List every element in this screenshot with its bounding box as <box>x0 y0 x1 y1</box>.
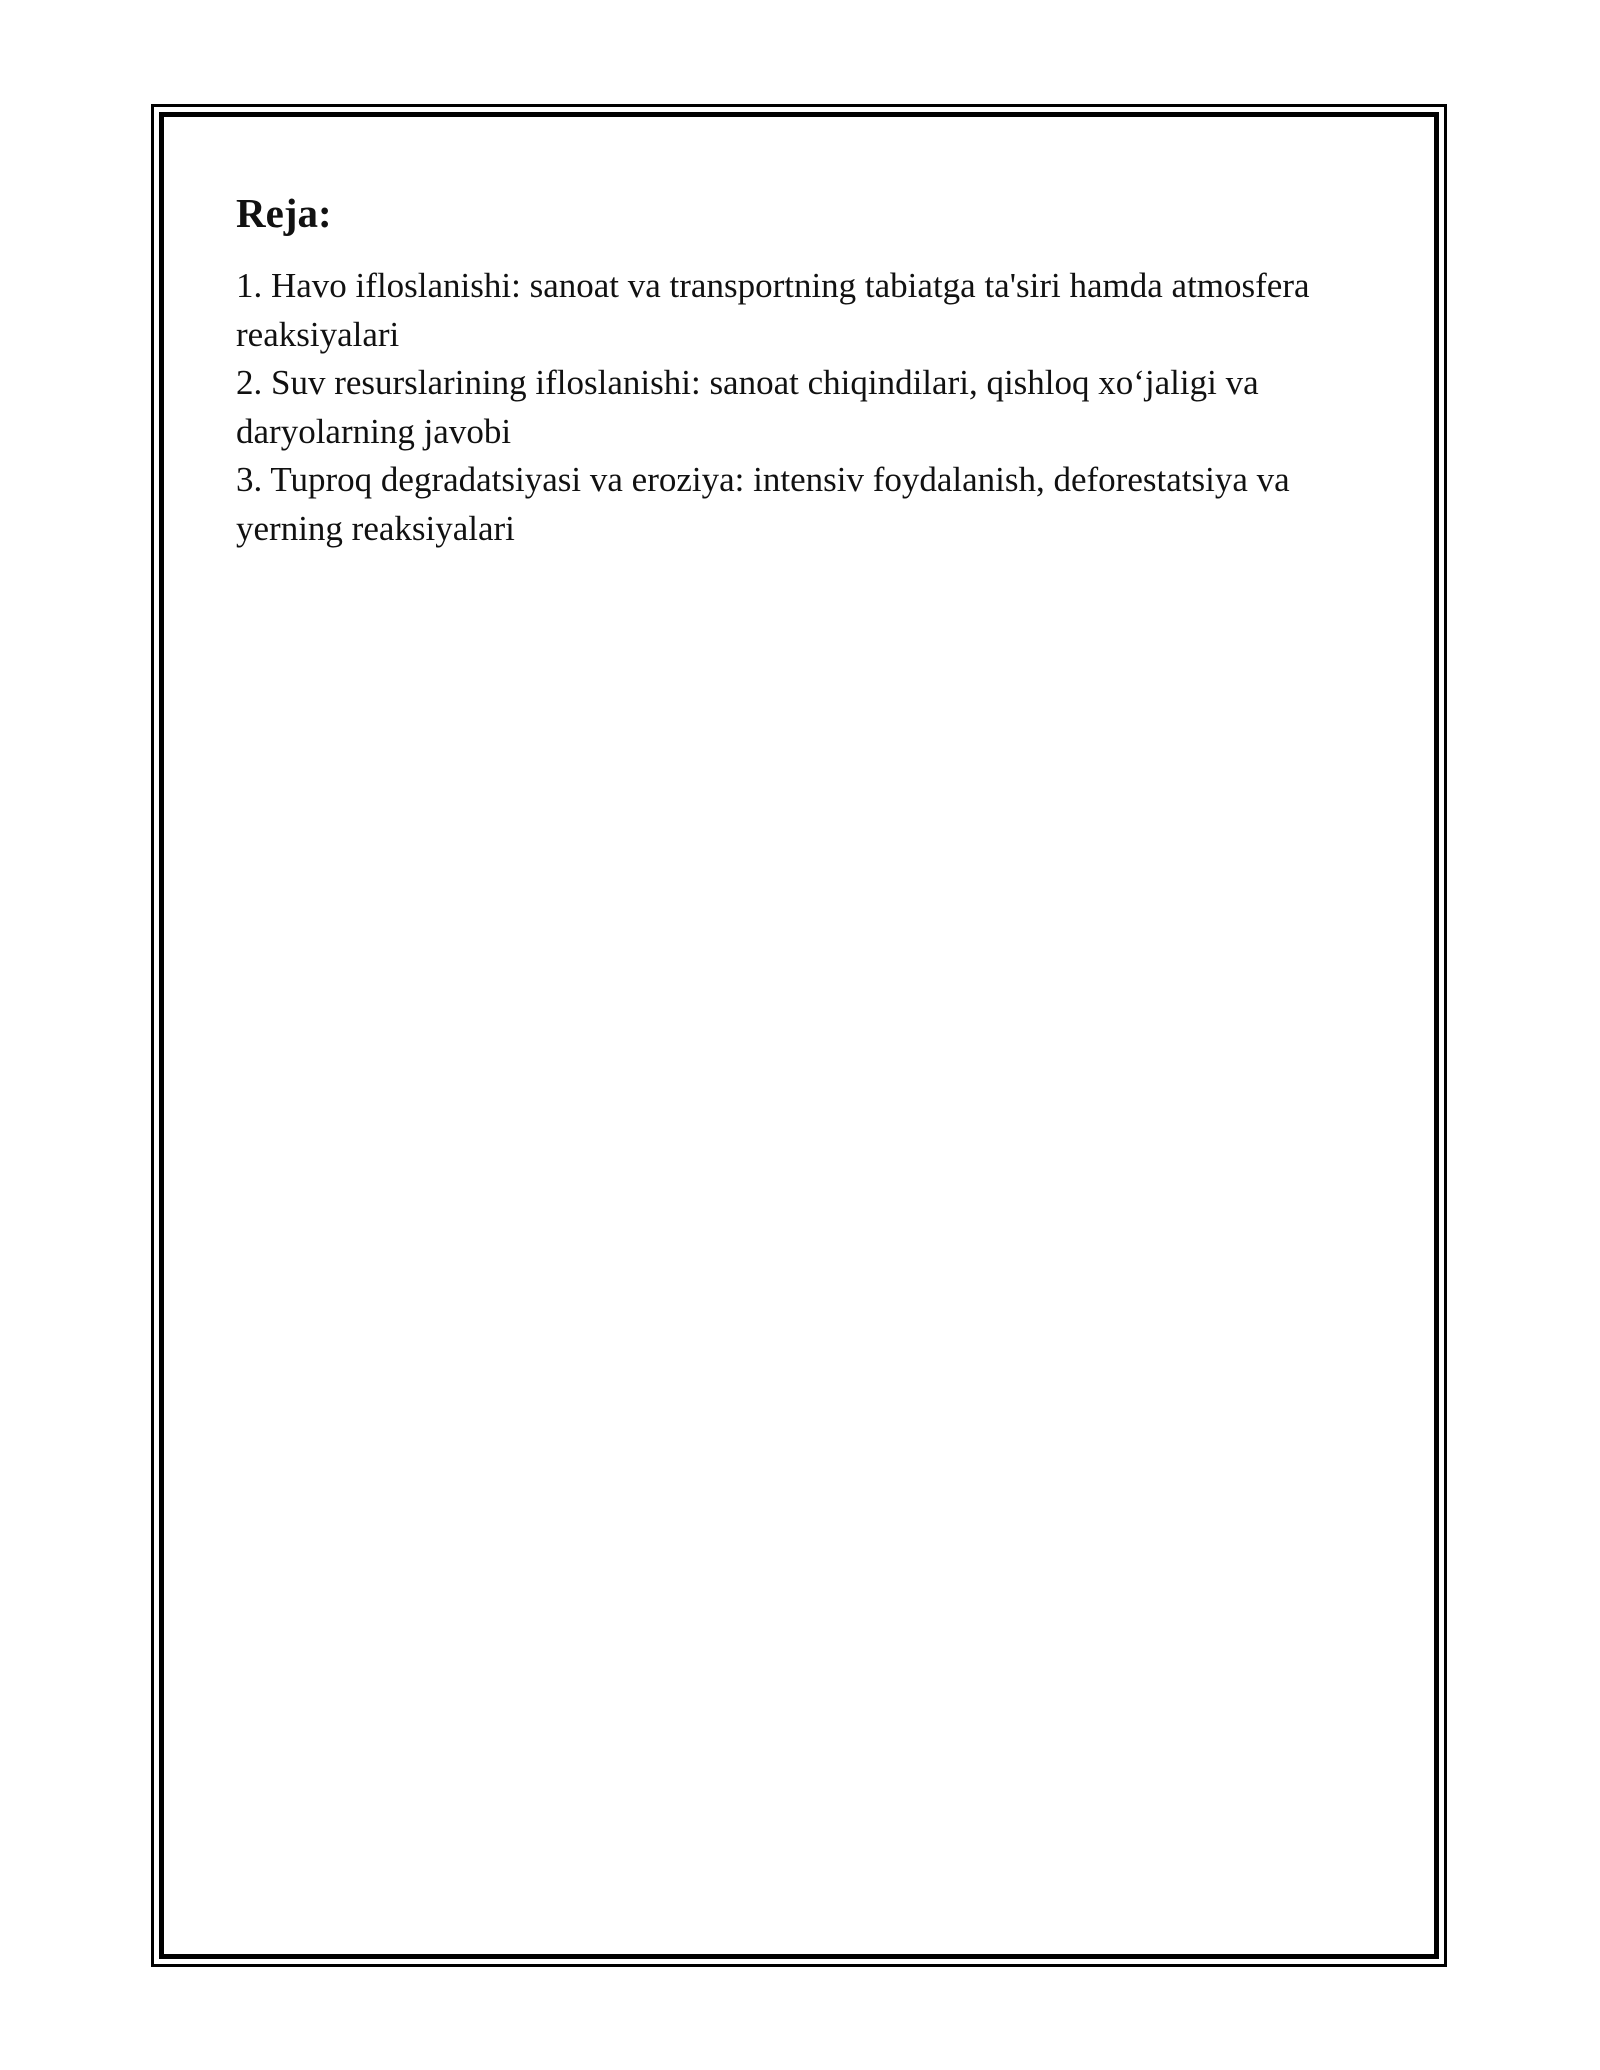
plan-item-3: 3. Tuproq degradatsiyasi va eroziya: intensiv foydalanish, deforestatsiya va yerning reaksiyalari <box>236 460 1290 548</box>
plan-list <box>236 262 1386 553</box>
plan-item-2: 2. Suv resurslarining ifloslanishi: sanoat chiqindilari, qishloq xo‘jaligi va daryolarning javobi <box>236 363 1259 451</box>
page-content <box>236 186 1386 553</box>
plan-item-1: 1. Havo ifloslanishi: sanoat va transportning tabiatga ta'siri hamda atmosfera reaksiyalari <box>236 266 1310 354</box>
plan-heading: Reja: <box>236 190 332 236</box>
